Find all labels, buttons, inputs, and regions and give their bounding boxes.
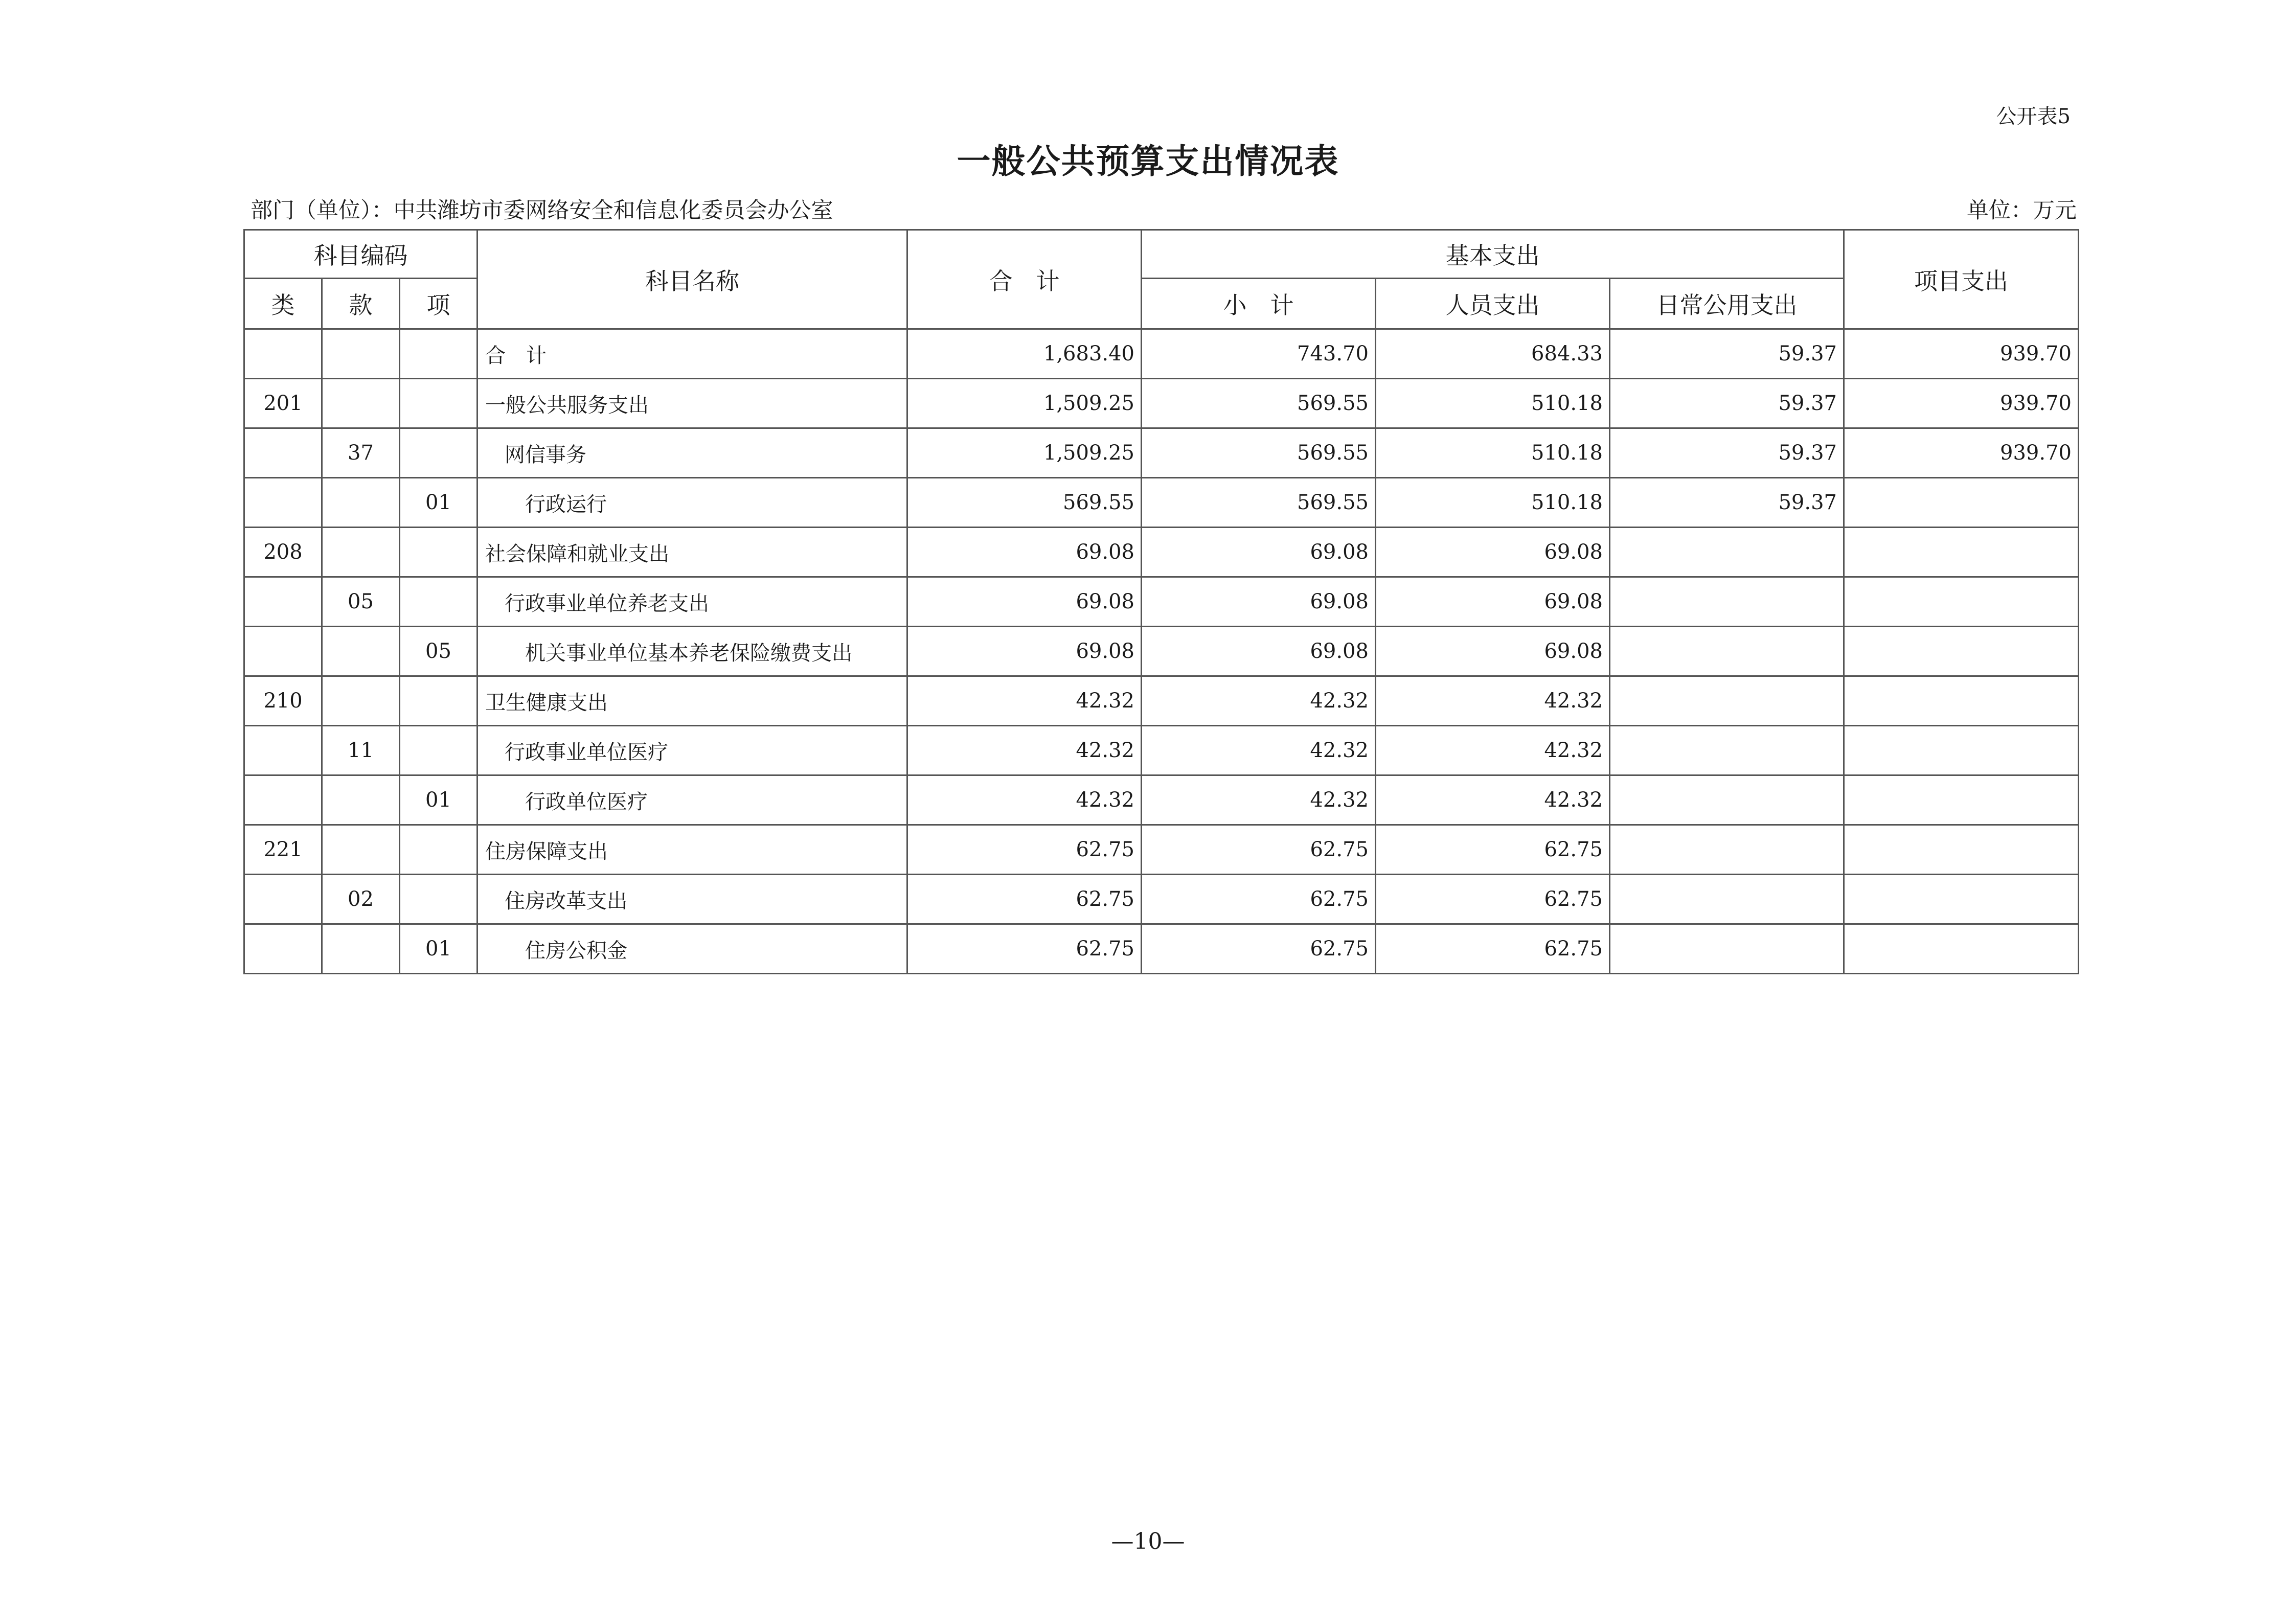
table-row xyxy=(244,775,2079,825)
cell-total: 62.75 xyxy=(907,825,1142,875)
cell-subtotal: 62.75 xyxy=(1142,875,1376,924)
cell-name: 合 计 xyxy=(478,329,907,379)
cell-personnel: 42.32 xyxy=(1376,726,1610,775)
cell-personnel: 42.32 xyxy=(1376,676,1610,726)
cell-kuan: 05 xyxy=(322,577,400,627)
cell-xiang xyxy=(400,528,478,577)
cell-personnel: 62.75 xyxy=(1376,825,1610,875)
table-row xyxy=(244,875,2079,924)
cell-project xyxy=(1844,528,2079,577)
cell-subtotal: 743.70 xyxy=(1142,329,1376,379)
cell-lei xyxy=(244,775,322,825)
page-number: —10— xyxy=(1111,1528,1185,1555)
cell-personnel: 69.08 xyxy=(1376,528,1610,577)
cell-project: 939.70 xyxy=(1844,379,2079,428)
cell-lei xyxy=(244,577,322,627)
header-code-kuan: 款 xyxy=(322,279,400,329)
header-personnel: 人员支出 xyxy=(1376,279,1610,329)
cell-subtotal: 42.32 xyxy=(1142,726,1376,775)
cell-xiang xyxy=(400,676,478,726)
cell-personnel: 62.75 xyxy=(1376,875,1610,924)
cell-personnel: 42.32 xyxy=(1376,775,1610,825)
cell-public: 59.37 xyxy=(1610,329,1844,379)
cell-subtotal: 69.08 xyxy=(1142,528,1376,577)
cell-kuan: 37 xyxy=(322,428,400,478)
cell-project xyxy=(1844,726,2079,775)
cell-xiang: 01 xyxy=(400,478,478,528)
cell-project xyxy=(1844,775,2079,825)
cell-personnel: 69.08 xyxy=(1376,627,1610,676)
cell-xiang xyxy=(400,379,478,428)
header-basic-group: 基本支出 xyxy=(1142,230,1844,279)
cell-public xyxy=(1610,825,1844,875)
cell-lei xyxy=(244,726,322,775)
cell-name: 社会保障和就业支出 xyxy=(478,528,907,577)
cell-personnel: 69.08 xyxy=(1376,577,1610,627)
cell-kuan xyxy=(322,478,400,528)
table-row xyxy=(244,329,2079,379)
cell-public xyxy=(1610,775,1844,825)
cell-xiang xyxy=(400,577,478,627)
cell-total: 62.75 xyxy=(907,875,1142,924)
cell-name: 住房改革支出 xyxy=(478,875,907,924)
cell-lei: 221 xyxy=(244,825,322,875)
cell-kuan: 02 xyxy=(322,875,400,924)
cell-lei xyxy=(244,428,322,478)
cell-total: 1,509.25 xyxy=(907,379,1142,428)
table-row xyxy=(244,726,2079,775)
page-title: 一般公共预算支出情况表 xyxy=(957,142,1339,181)
cell-kuan xyxy=(322,627,400,676)
header-subtotal: 小 计 xyxy=(1142,279,1376,329)
cell-total: 42.32 xyxy=(907,775,1142,825)
cell-public xyxy=(1610,627,1844,676)
cell-public xyxy=(1610,726,1844,775)
cell-xiang xyxy=(400,726,478,775)
department-label: 部门（单位）：中共潍坊市委网络安全和信息化委员会办公室 xyxy=(251,198,833,223)
table-body xyxy=(244,329,2079,974)
cell-xiang: 05 xyxy=(400,627,478,676)
cell-subtotal: 69.08 xyxy=(1142,577,1376,627)
cell-public xyxy=(1610,577,1844,627)
header-code-lei: 类 xyxy=(244,279,322,329)
cell-kuan xyxy=(322,775,400,825)
header-code-xiang: 项 xyxy=(400,279,478,329)
cell-public xyxy=(1610,924,1844,974)
table-row xyxy=(244,528,2079,577)
cell-kuan xyxy=(322,528,400,577)
cell-lei xyxy=(244,875,322,924)
header-total: 合 计 xyxy=(907,230,1142,329)
cell-personnel: 510.18 xyxy=(1376,478,1610,528)
table-row xyxy=(244,478,2079,528)
cell-personnel: 510.18 xyxy=(1376,379,1610,428)
cell-lei xyxy=(244,329,322,379)
cell-subtotal: 569.55 xyxy=(1142,379,1376,428)
cell-total: 69.08 xyxy=(907,627,1142,676)
cell-name: 行政事业单位医疗 xyxy=(478,726,907,775)
cell-total: 62.75 xyxy=(907,924,1142,974)
cell-subtotal: 42.32 xyxy=(1142,676,1376,726)
cell-lei xyxy=(244,924,322,974)
expenditure-table xyxy=(243,229,2079,974)
table-header xyxy=(244,230,2079,329)
cell-xiang xyxy=(400,875,478,924)
cell-name: 网信事务 xyxy=(478,428,907,478)
cell-xiang: 01 xyxy=(400,775,478,825)
cell-name: 行政单位医疗 xyxy=(478,775,907,825)
cell-total: 42.32 xyxy=(907,726,1142,775)
cell-lei: 208 xyxy=(244,528,322,577)
cell-project xyxy=(1844,875,2079,924)
unit-label: 单位：万元 xyxy=(1967,198,2077,223)
cell-personnel: 62.75 xyxy=(1376,924,1610,974)
cell-public xyxy=(1610,528,1844,577)
cell-public xyxy=(1610,875,1844,924)
cell-xiang xyxy=(400,329,478,379)
header-public: 日常公用支出 xyxy=(1610,279,1844,329)
cell-subtotal: 569.55 xyxy=(1142,428,1376,478)
cell-subtotal: 69.08 xyxy=(1142,627,1376,676)
cell-lei xyxy=(244,627,322,676)
cell-name: 行政事业单位养老支出 xyxy=(478,577,907,627)
table-row xyxy=(244,577,2079,627)
cell-xiang xyxy=(400,825,478,875)
header-code-group: 科目编码 xyxy=(244,230,478,279)
cell-total: 42.32 xyxy=(907,676,1142,726)
cell-total: 569.55 xyxy=(907,478,1142,528)
table-row xyxy=(244,676,2079,726)
table-row xyxy=(244,627,2079,676)
cell-personnel: 684.33 xyxy=(1376,329,1610,379)
table-row xyxy=(244,428,2079,478)
cell-project xyxy=(1844,577,2079,627)
cell-name: 机关事业单位基本养老保险缴费支出 xyxy=(478,627,907,676)
cell-kuan xyxy=(322,825,400,875)
cell-subtotal: 62.75 xyxy=(1142,825,1376,875)
cell-name: 住房公积金 xyxy=(478,924,907,974)
cell-subtotal: 62.75 xyxy=(1142,924,1376,974)
cell-personnel: 510.18 xyxy=(1376,428,1610,478)
cell-kuan xyxy=(322,924,400,974)
cell-project xyxy=(1844,676,2079,726)
cell-lei: 201 xyxy=(244,379,322,428)
cell-kuan xyxy=(322,379,400,428)
cell-subtotal: 42.32 xyxy=(1142,775,1376,825)
cell-public: 59.37 xyxy=(1610,478,1844,528)
table-row xyxy=(244,379,2079,428)
cell-name: 住房保障支出 xyxy=(478,825,907,875)
cell-project: 939.70 xyxy=(1844,329,2079,379)
cell-xiang: 01 xyxy=(400,924,478,974)
cell-name: 一般公共服务支出 xyxy=(478,379,907,428)
cell-public xyxy=(1610,676,1844,726)
cell-lei: 210 xyxy=(244,676,322,726)
cell-xiang xyxy=(400,428,478,478)
cell-total: 69.08 xyxy=(907,528,1142,577)
cell-kuan xyxy=(322,676,400,726)
table-row xyxy=(244,924,2079,974)
cell-project xyxy=(1844,924,2079,974)
cell-project: 939.70 xyxy=(1844,428,2079,478)
cell-total: 69.08 xyxy=(907,577,1142,627)
cell-total: 1,683.40 xyxy=(907,329,1142,379)
cell-subtotal: 569.55 xyxy=(1142,478,1376,528)
cell-name: 卫生健康支出 xyxy=(478,676,907,726)
cell-project xyxy=(1844,478,2079,528)
header-project: 项目支出 xyxy=(1844,230,2079,329)
cell-project xyxy=(1844,825,2079,875)
cell-kuan: 11 xyxy=(322,726,400,775)
cell-public: 59.37 xyxy=(1610,379,1844,428)
cell-project xyxy=(1844,627,2079,676)
cell-total: 1,509.25 xyxy=(907,428,1142,478)
header-name: 科目名称 xyxy=(478,230,907,329)
cell-name: 行政运行 xyxy=(478,478,907,528)
cell-kuan xyxy=(322,329,400,379)
cell-lei xyxy=(244,478,322,528)
table-row xyxy=(244,825,2079,875)
cell-public: 59.37 xyxy=(1610,428,1844,478)
form-number: 公开表5 xyxy=(1996,105,2071,128)
